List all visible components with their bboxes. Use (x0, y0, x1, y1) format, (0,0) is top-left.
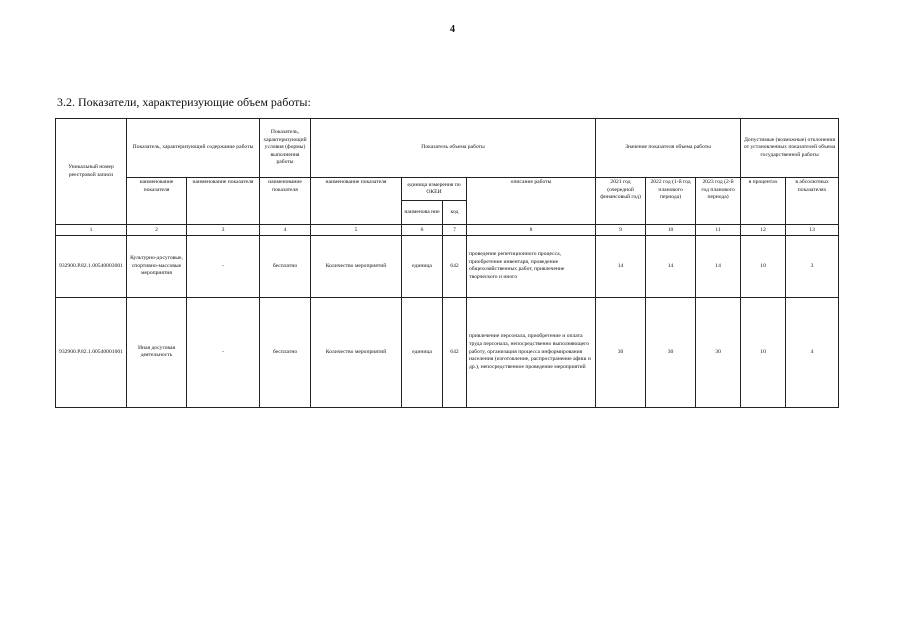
header-volume-indicator: Показатель объема работы (311, 119, 596, 178)
work-volume-table (55, 118, 839, 408)
value-2023-cell: 30 (696, 297, 741, 407)
column-number: 1 (56, 225, 127, 236)
header-indicator-name-1: наименование показателя (127, 178, 187, 225)
column-number: 7 (443, 225, 467, 236)
column-number: 3 (187, 225, 260, 236)
header-unique-number: Уникальный номер реестровой записи (56, 119, 127, 225)
deviation-absolute-cell: 4 (786, 297, 839, 407)
section-title: 3.2. Показатели, характеризующие объем работы: (57, 95, 311, 109)
unit-name-cell: единица (402, 297, 443, 407)
content-cell: - (187, 297, 260, 407)
header-work-description: описание работы (467, 178, 596, 225)
table-row (56, 236, 839, 297)
header-conditions-indicator: Показатель, характеризующий условия (формы) выполнения работы (260, 119, 311, 178)
header-row-1 (56, 119, 839, 178)
deviation-percent-cell: 10 (741, 297, 786, 407)
value-2021-cell: 30 (596, 297, 646, 407)
deviation-percent-cell: 10 (741, 236, 786, 297)
column-number: 12 (741, 225, 786, 236)
column-number: 13 (786, 225, 839, 236)
column-number: 2 (127, 225, 187, 236)
header-unit-code: код (443, 201, 467, 225)
header-year-2021: 2021 год (очередной финансовый год) (596, 178, 646, 225)
page-number: 4 (450, 24, 455, 35)
deviation-absolute-cell: 3 (786, 236, 839, 297)
column-number: 10 (646, 225, 696, 236)
header-volume-value: Значение показателя объема работы (596, 119, 741, 178)
header-in-percent: в процентах (741, 178, 786, 225)
unit-name-cell: единица (402, 236, 443, 297)
column-number: 9 (596, 225, 646, 236)
header-content-indicator: Показатель, характеризующий содержание работы (127, 119, 260, 178)
header-year-2023: 2023 год (2-й год планового периода) (696, 178, 741, 225)
column-numbers-row (56, 225, 839, 236)
unit-code-cell: 642 (443, 236, 467, 297)
content-cell: Иная досуговая деятельность (127, 297, 187, 407)
header-indicator-name-4: наименование показателя (311, 178, 402, 225)
column-number: 6 (402, 225, 443, 236)
description-cell: проведение репетиционного процесса, приобретение инвентаря, проведение общехозяйственных работ, привлечение творческого и иного (467, 236, 596, 297)
condition-cell: бесплатно (260, 297, 311, 407)
header-indicator-name-2: наименование показателя (187, 178, 260, 225)
header-in-absolute: в абсолютных показателях (786, 178, 839, 225)
column-number: 8 (467, 225, 596, 236)
unit-code-cell: 642 (443, 297, 467, 407)
registry-number-cell: 932900.Р.82.1.00540003001 (56, 236, 127, 297)
value-2021-cell: 14 (596, 236, 646, 297)
registry-number-cell: 932900.Р.82.1.00540001001 (56, 297, 127, 407)
indicator-cell: Количество мероприятий (311, 297, 402, 407)
column-number: 5 (311, 225, 402, 236)
condition-cell: бесплатно (260, 236, 311, 297)
column-number: 4 (260, 225, 311, 236)
value-2022-cell: 14 (646, 236, 696, 297)
header-year-2022: 2022 год (1-й год планового периода) (646, 178, 696, 225)
table-row (56, 297, 839, 407)
value-2023-cell: 14 (696, 236, 741, 297)
description-cell: привлечение персонала, приобретение и оплата труда персонала, непосредственно выполняющего работу, организация процесса информирования населения (изготовление, распространение афиш и др.), непосредственное проведение мероприятий (467, 297, 596, 407)
content-cell: Культурно-досуговые, спортивно-массовые мероприятия (127, 236, 187, 297)
content-cell: - (187, 236, 260, 297)
header-unit-okei: единица измерения по ОКЕИ (402, 178, 467, 201)
indicator-cell: Количество мероприятий (311, 236, 402, 297)
header-row-2 (56, 178, 839, 201)
header-deviations: Допустимые (возможные) отклонения от установленных показателей объема государственной работы (741, 119, 839, 178)
value-2022-cell: 30 (646, 297, 696, 407)
header-unit-name: наименова ние (402, 201, 443, 225)
header-indicator-name-3: наименование показателя (260, 178, 311, 225)
column-number: 11 (696, 225, 741, 236)
